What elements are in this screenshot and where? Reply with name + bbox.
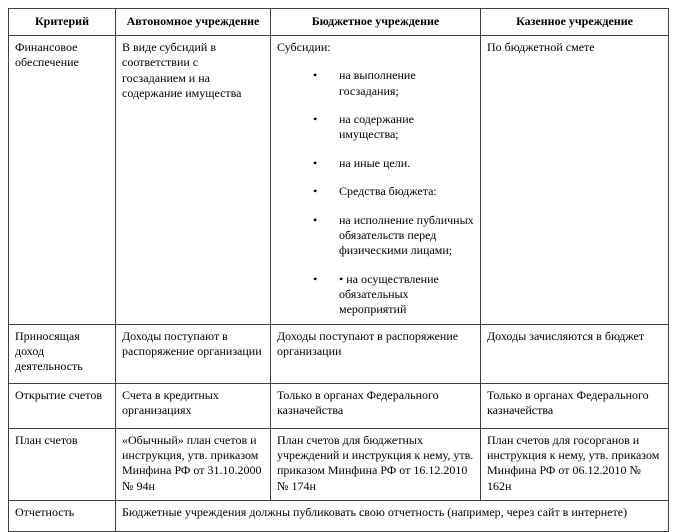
table-row-financing [9, 36, 669, 325]
cell-chart-autonomous: «Обычный» план счетов и инструкция, утв. приказом Минфина РФ от 31.10.2000 № 94н [116, 428, 271, 500]
bullet-item: • • на осуществление обязательных мероприятий [313, 272, 474, 318]
table-row-accounts [9, 383, 669, 428]
budget-subsidies-list [277, 68, 474, 317]
cell-financing-criterion: Финансовое обеспечение [9, 36, 116, 325]
header-row [9, 9, 669, 36]
cell-income-budget: Доходы поступают в распоряжение организации [271, 324, 481, 383]
cell-accounts-state: Только в органах Федерального казначейства [481, 383, 669, 428]
cell-reporting-criterion: Отчетность [9, 501, 116, 532]
cell-income-state: Доходы зачисляются в бюджет [481, 324, 669, 383]
column-header-state: Казенное учреждение [481, 9, 669, 36]
bullet-item: • на исполнение публичных обязательств перед физическими лицами; [313, 213, 474, 259]
column-header-criterion: Критерий [9, 9, 116, 36]
bullet-item: • на выполнение госзадания; [313, 68, 474, 99]
bullet-item: • на содержание имущества; [313, 112, 474, 143]
column-header-budget: Бюджетное учреждение [271, 9, 481, 36]
cell-financing-budget [271, 36, 481, 325]
cell-accounts-criterion: Открытие счетов [9, 383, 116, 428]
table-row-reporting [9, 501, 669, 532]
cell-chart-budget: План счетов для бюджетных учреждений и инструкция к нему, утв. приказом Минфина РФ от 16.12.2010 № 174н [271, 428, 481, 500]
cell-accounts-autonomous: Счета в кредитных организациях [116, 383, 271, 428]
table-row-chart-of-accounts [9, 428, 669, 500]
cell-financing-autonomous: В виде субсидий в соответствии с госзаданием и на содержание имущества [116, 36, 271, 325]
cell-reporting-merged: Бюджетные учреждения должны публиковать свою отчетность (например, через сайт в интернете) [116, 501, 669, 532]
budget-subsidies-intro: Субсидии: [277, 40, 331, 54]
column-header-autonomous: Автономное учреждение [116, 9, 271, 36]
cell-chart-state: План счетов для госорганов и инструкция к нему, утв. приказом Минфина РФ от 06.12.2010 № 162н [481, 428, 669, 500]
bullet-item: • на иные цели. [313, 156, 474, 171]
table-row-income [9, 324, 669, 383]
bullet-item: • Средства бюджета: [313, 184, 474, 199]
cell-income-autonomous: Доходы поступают в распоряжение организации [116, 324, 271, 383]
cell-chart-criterion: План счетов [9, 428, 116, 500]
cell-accounts-budget: Только в органах Федерального казначейства [271, 383, 481, 428]
institutions-comparison-table [8, 8, 669, 532]
cell-income-criterion: Приносящая доход деятельность [9, 324, 116, 383]
cell-financing-state: По бюджетной смете [481, 36, 669, 325]
